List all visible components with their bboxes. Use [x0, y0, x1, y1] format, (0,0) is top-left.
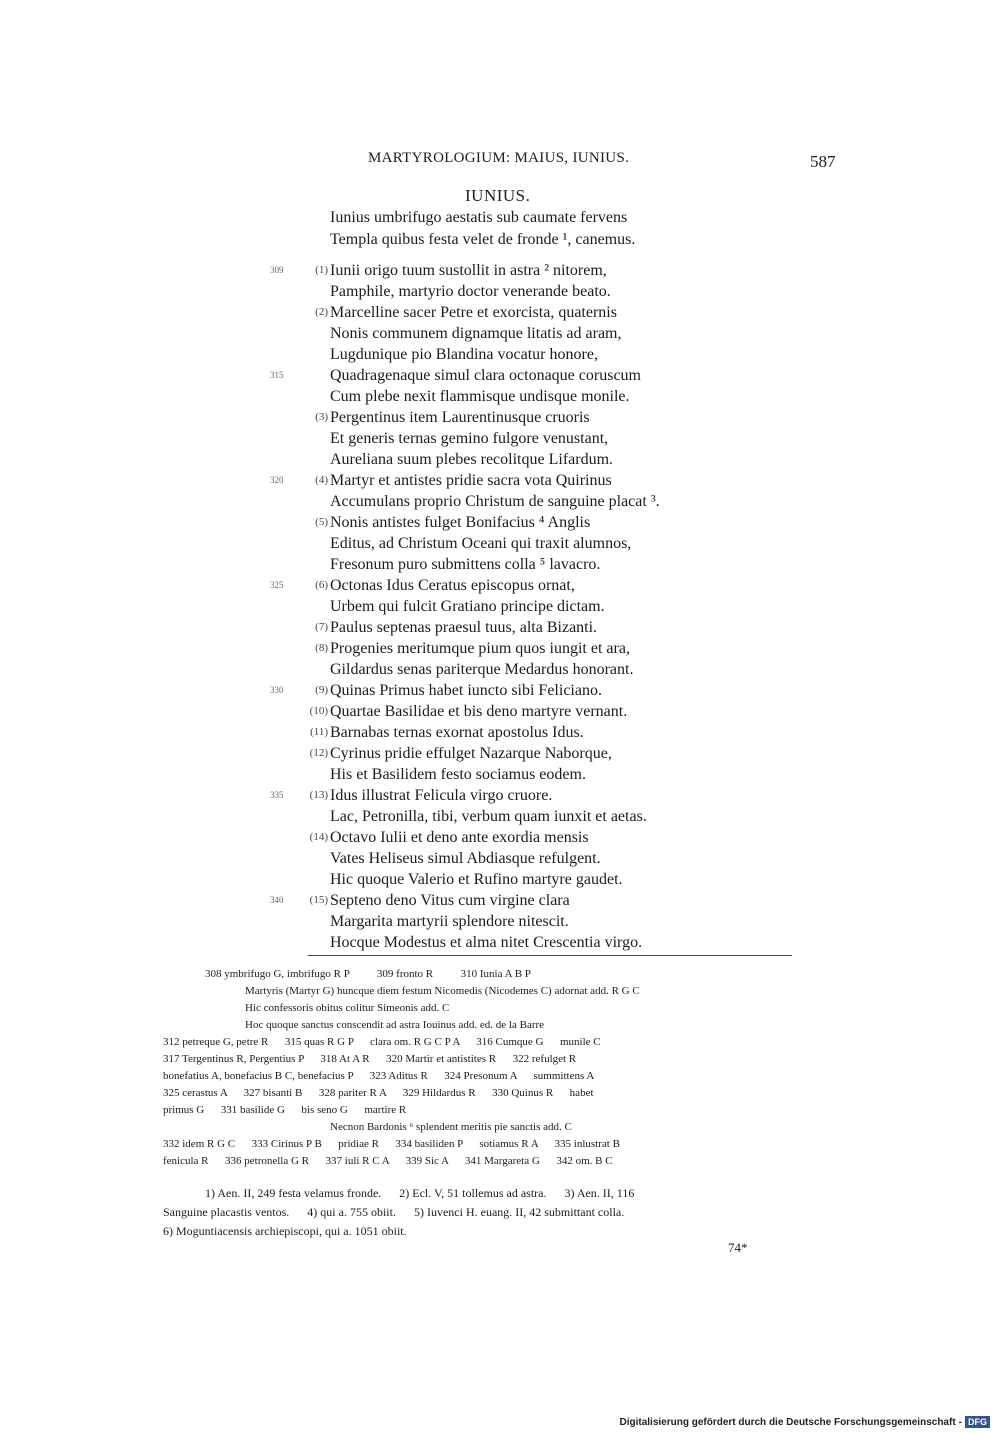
verse-line: Nonis communem dignamque litatis ad aram,	[330, 325, 622, 342]
verse-line: Septeno deno Vitus cum virgine clara	[330, 892, 570, 909]
line-number	[270, 386, 294, 407]
line-number	[270, 323, 294, 344]
line-number	[270, 848, 294, 869]
line-number	[270, 827, 294, 848]
line-number	[270, 722, 294, 743]
footnote-line: 6) Moguntiacensis archiepiscopi, qui a. 1051 obiit.	[163, 1224, 407, 1238]
line-number	[270, 869, 294, 890]
day-number: (8)	[315, 642, 328, 654]
line-number	[270, 281, 294, 302]
verse-line: Hic quoque Valerio et Rufino martyre gaudet.	[330, 871, 623, 888]
day-number	[300, 554, 330, 575]
line-number	[270, 554, 294, 575]
day-number: (10)	[309, 705, 328, 717]
line-number: 330	[270, 685, 284, 695]
day-number	[300, 533, 330, 554]
line-number	[270, 491, 294, 512]
verse-line: Et generis ternas gemino fulgore venustant,	[330, 430, 609, 447]
footnote-line: 1) Aen. II, 249 festa velamus fronde. 2) Ecl. V, 51 tollemus ad astra. 3) Aen. II, 116	[205, 1186, 635, 1200]
signature-mark: 74*	[728, 1240, 748, 1255]
day-number: (5)	[315, 516, 328, 528]
verse-line: Fresonum puro submittens colla ⁵ lavacro.	[330, 556, 601, 573]
day-number	[300, 911, 330, 932]
day-number: (12)	[309, 747, 328, 759]
day-number: (4)	[315, 474, 328, 486]
day-number	[300, 869, 330, 890]
verse-line: Iunii origo tuum sustollit in astra ² nitorem,	[330, 262, 607, 279]
verse-line: Octonas Idus Ceratus episcopus ornat,	[330, 577, 575, 594]
day-number	[300, 932, 330, 953]
day-number	[300, 428, 330, 449]
day-number	[300, 365, 330, 386]
apparatus-line: fenicula R 336 petronella G R 337 iuli R C A 339 Sic A 341 Margareta G 342 om. B C	[163, 1155, 613, 1167]
line-number	[270, 302, 294, 323]
verse-line: Editus, ad Christum Oceani qui traxit alumnos,	[330, 535, 632, 552]
section-title: IUNIUS.	[465, 186, 531, 205]
line-number: 309	[270, 265, 284, 275]
line-number	[270, 806, 294, 827]
verse-line: Martyr et antistes pridie sacra vota Quirinus	[330, 472, 612, 489]
apparatus-line: 308 ymbrifugo G, imbrifugo R P 309 fronto R 310 Iunia A B P	[205, 968, 531, 980]
line-number	[270, 512, 294, 533]
verse-line: Margarita martyrii splendore nitescit.	[330, 913, 569, 930]
verse-line: Urbem qui fulcit Gratiano principe dictam.	[330, 598, 605, 615]
verse-line: Pergentinus item Laurentinusque cruoris	[330, 409, 590, 426]
verse-line: Cyrinus pridie effulget Nazarque Naborque,	[330, 745, 612, 762]
intro-line: Iunius umbrifugo aestatis sub caumate fervens	[330, 209, 628, 226]
line-number	[270, 659, 294, 680]
apparatus-line: Hoc quoque sanctus conscendit ad astra Iouinus add. ed. de la Barre	[245, 1019, 545, 1031]
verse-line: Progenies meritumque pium quos iungit et ara,	[330, 640, 630, 657]
line-number	[270, 617, 294, 638]
apparatus-line: primus G 331 basilide G bis seno G martire R	[163, 1104, 407, 1116]
line-number	[270, 407, 294, 428]
verse-line: Cum plebe nexit flammisque undisque monile.	[330, 388, 630, 405]
day-number: (14)	[309, 831, 328, 843]
line-number	[270, 533, 294, 554]
day-number	[300, 848, 330, 869]
day-number	[300, 386, 330, 407]
verse-line: Quinas Primus habet iuncto sibi Feliciano.	[330, 682, 602, 699]
divider	[308, 955, 792, 956]
day-number: (9)	[315, 684, 328, 696]
line-number	[270, 344, 294, 365]
line-number: 320	[270, 475, 284, 485]
apparatus-line: Martyris (Martyr G) huncque diem festum Nicomedis (Nicodemes C) adornat add. R G C	[245, 985, 640, 997]
line-number	[270, 449, 294, 470]
line-number	[270, 596, 294, 617]
line-number: 340	[270, 895, 284, 905]
apparatus-line: 312 petreque G, petre R 315 quas R G P clara om. R G C P A 316 Cumque G munile C	[163, 1036, 601, 1048]
day-number	[300, 323, 330, 344]
page-number: 587	[810, 152, 836, 171]
day-number: (15)	[309, 894, 328, 906]
day-number: (2)	[315, 306, 328, 318]
line-number	[270, 911, 294, 932]
day-number	[300, 449, 330, 470]
verse-line: Pamphile, martyrio doctor venerande beato.	[330, 283, 611, 300]
verse-line: Lugdunique pio Blandina vocatur honore,	[330, 346, 598, 363]
verse-line: Octavo Iulii et deno ante exordia mensis	[330, 829, 589, 846]
apparatus-line: Hic confessoris obitus colitur Simeonis add. C	[245, 1002, 450, 1014]
line-number	[270, 764, 294, 785]
day-number: (3)	[315, 411, 328, 423]
apparatus-line: 317 Tergentinus R, Pergentius P 318 At A R 320 Martir et antistites R 322 refulget R	[163, 1053, 577, 1065]
day-number: (7)	[315, 621, 328, 633]
line-number	[270, 428, 294, 449]
verse-line: Nonis antistes fulget Bonifacius ⁴ Anglis	[330, 514, 591, 531]
line-number	[270, 638, 294, 659]
line-number	[270, 932, 294, 953]
verse-line: Quadragenaque simul clara octonaque coruscum	[330, 367, 641, 384]
verse-line: Aureliana suum plebes recolitque Lifardum.	[330, 451, 614, 468]
day-number	[300, 491, 330, 512]
line-number: 315	[270, 370, 284, 380]
day-number: (6)	[315, 579, 328, 591]
verse-line: Idus illustrat Felicula virgo cruore.	[330, 787, 553, 804]
running-title: MARTYROLOGIUM: MAIUS, IUNIUS.	[368, 150, 630, 166]
verse-line: Quartae Basilidae et bis deno martyre vernant.	[330, 703, 628, 720]
apparatus-line: 332 idem R G C 333 Cirinus P B pridiae R 334 basiliden P sotiamus R A 335 inlustrat B	[163, 1138, 620, 1150]
intro-line: Templa quibus festa velet de fronde ¹, canemus.	[330, 231, 636, 248]
verse-line: Paulus septenas praesul tuus, alta Bizanti.	[330, 619, 598, 636]
verse-line: Accumulans proprio Christum de sanguine placat ³.	[330, 493, 660, 510]
line-number: 335	[270, 790, 284, 800]
footnote-line: Sanguine placastis ventos. 4) qui a. 755 obiit. 5) Iuvenci H. euang. II, 42 submittant colla.	[163, 1205, 625, 1219]
day-number	[300, 806, 330, 827]
day-number: (1)	[315, 264, 328, 276]
line-number	[270, 701, 294, 722]
footer-credit	[619, 1416, 990, 1428]
apparatus-line: bonefatius A, bonefacius B C, benefacius P 323 Aditus R 324 Presonum A summittens A	[163, 1070, 595, 1082]
verse-line: Marcelline sacer Petre et exorcista, quaternis	[330, 304, 617, 321]
verse-line: His et Basilidem festo sociamus eodem.	[330, 766, 586, 783]
verse-line: Vates Heliseus simul Abdiasque refulgent.	[330, 850, 601, 867]
line-number	[270, 743, 294, 764]
verse-line: Barnabas ternas exornat apostolus Idus.	[330, 724, 584, 741]
day-number: (13)	[309, 789, 328, 801]
verse-line: Gildardus senas pariterque Medardus honorant.	[330, 661, 634, 678]
apparatus-line: 325 cerastus A 327 bisanti B 328 pariter R A 329 Hildardus R 330 Quinus R habet	[163, 1087, 594, 1099]
verse-line: Hocque Modestus et alma nitet Crescentia virgo.	[330, 934, 643, 951]
dfg-logo-icon: DFG	[965, 1416, 990, 1428]
day-number	[300, 659, 330, 680]
day-number	[300, 344, 330, 365]
verse-line: Lac, Petronilla, tibi, verbum quam iunxit et aetas.	[330, 808, 647, 825]
line-number: 325	[270, 580, 284, 590]
day-number	[300, 596, 330, 617]
day-number	[300, 764, 330, 785]
day-number: (11)	[310, 726, 328, 738]
day-number	[300, 281, 330, 302]
apparatus-line: Necnon Bardonis ⁶ splendent meritis pie sanctis add. C	[330, 1121, 572, 1133]
footer-dash: -	[958, 1416, 962, 1428]
footer-text: Digitalisierung gefördert durch die Deutsche Forschungsgemeinschaft	[619, 1416, 956, 1428]
